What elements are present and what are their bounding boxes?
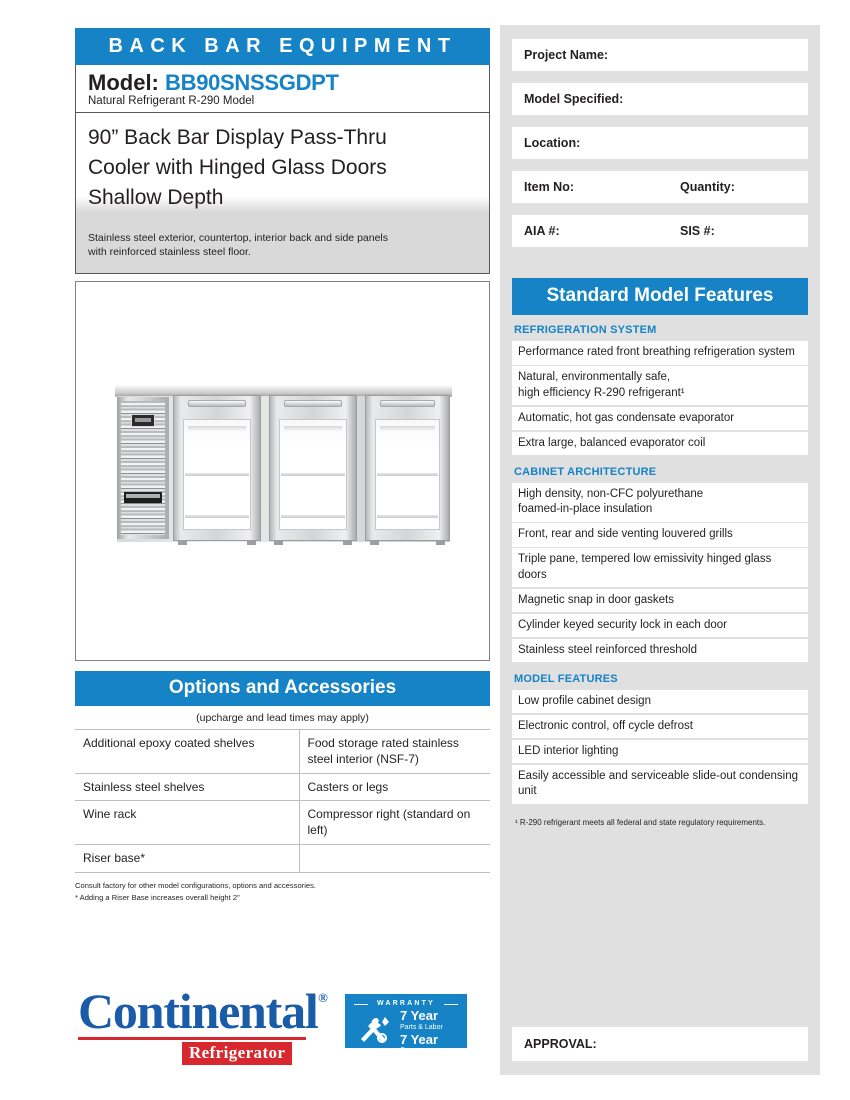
description-line-1: 90” Back Bar Display Pass-Thru <box>88 126 387 150</box>
warranty-parts-years: 7 Year <box>400 1008 439 1023</box>
feature-category-label: CABINET ARCHITECTURE <box>514 465 657 478</box>
field-location[interactable] <box>512 127 808 159</box>
description-line-3: Shallow Depth <box>88 185 224 209</box>
model-line <box>88 71 477 94</box>
construction-note-line-1: Stainless steel exterior, countertop, interior back and side panels <box>88 231 389 244</box>
shelf <box>377 515 438 518</box>
product-description <box>88 123 477 212</box>
door-glass <box>375 419 440 530</box>
feature-category-label: REFRIGERATION SYSTEM <box>514 324 657 336</box>
control-display <box>131 414 155 427</box>
feature-group-model <box>512 664 808 828</box>
option-cell: Additional epoxy coated shelves <box>75 729 299 773</box>
feature-item: Low profile cabinet design <box>512 690 808 714</box>
logo-word-text: Continental <box>78 983 318 1039</box>
glass-door <box>269 395 357 541</box>
construction-note-line-2: with reinforced stainless steel floor. <box>88 245 251 258</box>
door-handle <box>188 400 246 407</box>
feature-item: Electronic control, off cycle defrost <box>512 715 808 739</box>
feature-item: Magnetic snap in door gaskets <box>512 589 808 613</box>
field-label: Model Specified: <box>524 92 624 106</box>
right-column <box>500 25 820 1075</box>
options-table <box>75 729 490 873</box>
cabinet-foot <box>247 540 256 545</box>
field-label-secondary: SIS #: <box>680 224 715 238</box>
field-label: Item No: <box>524 180 574 194</box>
warranty-compressor-years: 7 Year <box>400 1031 439 1047</box>
option-cell: Casters or legs <box>299 773 490 801</box>
options-footnotes <box>75 880 490 904</box>
product-image-frame <box>75 281 490 661</box>
field-label: APPROVAL: <box>524 1037 597 1051</box>
feature-group-refrigeration <box>512 315 808 455</box>
cabinet-foot <box>436 540 445 545</box>
feature-item: Cylinder keyed security lock in each door <box>512 614 808 638</box>
field-aia-sis[interactable] <box>512 215 808 247</box>
cabinet-foot <box>274 540 283 545</box>
logo-subtext: Refrigerator <box>182 1042 292 1065</box>
interior-light <box>380 426 435 431</box>
feature-group-cabinet <box>512 457 808 663</box>
model-subtitle: Natural Refrigerant R-290 Model <box>88 95 255 108</box>
model-box <box>75 65 490 113</box>
table-row <box>75 773 490 801</box>
table-row <box>75 801 490 845</box>
warranty-title: WARRANTY <box>346 1000 466 1007</box>
door-handle <box>284 400 342 407</box>
options-table-body <box>75 729 490 872</box>
shelf <box>377 473 438 476</box>
feature-item: Front, rear and side venting louvered grills <box>512 523 808 547</box>
options-footnote-2: * Adding a Riser Base increases overall height 2” <box>75 892 240 902</box>
field-project-name[interactable] <box>512 39 808 71</box>
model-label: Model: <box>88 70 159 95</box>
feature-item: LED interior lighting <box>512 740 808 764</box>
feature-item: Performance rated front breathing refrigeration system <box>512 341 808 365</box>
field-label-secondary: Quantity: <box>680 180 735 194</box>
glass-door <box>365 395 450 541</box>
feature-item: Easily accessible and serviceable slide-out condensing unit <box>512 765 808 804</box>
warranty-compressor-label: Compressor <box>400 1047 439 1055</box>
shelf <box>281 473 345 476</box>
option-cell: Stainless steel shelves <box>75 773 299 801</box>
cabinet-foot <box>343 540 352 545</box>
feature-item: Natural, environmentally safe, high efficiency R-290 refrigerant¹ <box>512 366 808 405</box>
construction-note <box>88 231 477 259</box>
field-model-specified[interactable] <box>512 83 808 115</box>
shelf <box>185 473 249 476</box>
option-cell <box>299 845 490 873</box>
options-section-header: Options and Accessories <box>75 671 490 706</box>
shelf <box>281 515 345 518</box>
field-label: Project Name: <box>524 48 609 62</box>
warranty-terms <box>400 1009 462 1056</box>
option-cell: Riser base* <box>75 845 299 873</box>
feature-item: Automatic, hot gas condensate evaporator <box>512 407 808 431</box>
door-glass <box>279 419 347 530</box>
door-handle <box>380 400 435 407</box>
warranty-badge <box>345 994 467 1055</box>
logo-wordmark <box>78 983 327 1039</box>
features-footnote: ¹ R-290 refrigerant meets all federal and state regulatory requirements. <box>515 818 766 828</box>
field-label: Location: <box>524 136 581 150</box>
product-illustration <box>115 386 452 546</box>
left-column <box>75 28 490 904</box>
table-row <box>75 845 490 873</box>
page-banner: BACK BAR EQUIPMENT <box>75 28 490 65</box>
interior-light <box>188 426 246 431</box>
door-glass <box>183 419 251 530</box>
option-cell: Compressor right (standard on left) <box>299 801 490 845</box>
options-footnote-1: Consult factory for other model configurations, options and accessories. <box>75 880 317 890</box>
standard-features-header: Standard Model Features <box>512 278 808 315</box>
options-subtitle: (upcharge and lead times may apply) <box>196 711 369 724</box>
model-number: BB90SNSSGDPT <box>165 70 339 95</box>
approval-field[interactable] <box>512 1027 808 1061</box>
description-line-2: Cooler with Hinged Glass Doors <box>88 155 387 179</box>
feature-item: Stainless steel reinforced threshold <box>512 639 808 663</box>
feature-item: Extra large, balanced evaporator coil <box>512 432 808 456</box>
field-label: AIA #: <box>524 224 560 238</box>
cabinet-foot <box>178 540 187 545</box>
table-row <box>75 729 490 773</box>
option-cell: Food storage rated stainless steel interior (NSF-7) <box>299 729 490 773</box>
field-item-no-quantity[interactable] <box>512 171 808 203</box>
description-box <box>75 113 490 274</box>
company-logo <box>78 983 327 1065</box>
glass-door <box>173 395 261 541</box>
feature-item: Triple pane, tempered low emissivity hinged glass doors <box>512 548 808 587</box>
brand-badge <box>124 492 162 503</box>
option-cell: Wine rack <box>75 801 299 845</box>
tools-icon <box>355 1013 395 1043</box>
warranty-parts-label: Parts & Labor <box>400 1023 443 1031</box>
shelf <box>185 515 249 518</box>
compressor-compartment <box>117 397 169 539</box>
registered-mark: ® <box>318 990 327 1005</box>
cabinet-foot <box>370 540 379 545</box>
feature-category-label: MODEL FEATURES <box>514 672 618 685</box>
interior-light <box>284 426 342 431</box>
feature-item: High density, non-CFC polyurethane foamed-in-place insulation <box>512 483 808 522</box>
